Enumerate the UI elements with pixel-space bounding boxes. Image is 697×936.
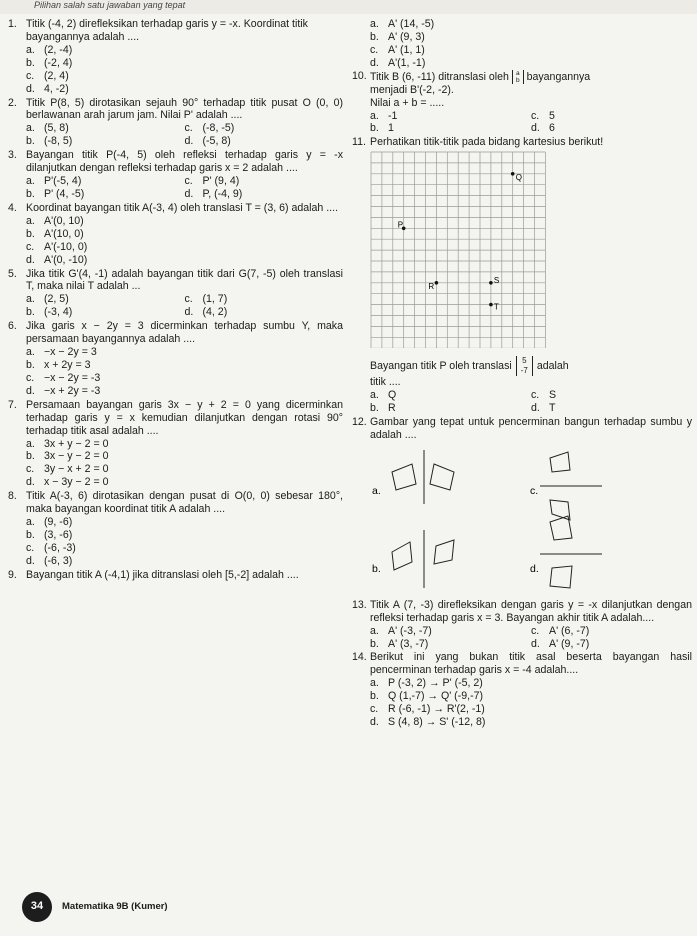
question-13 [352, 599, 692, 651]
option[interactable]: a. P (-3, 2) → P' (-5, 2) [370, 677, 483, 690]
option[interactable]: b. R [370, 402, 396, 415]
q-text-line: menjadi B'(-2, -2). [370, 83, 454, 96]
option[interactable]: d. T [531, 402, 556, 415]
q-text: Persamaan bayangan garis 3x − y + 2 = 0 yang dicerminkan terhadap garis y = x kemudian dilanjutkan dengan rotasi 90° terhadap titik asal adalah .... [26, 398, 343, 437]
option[interactable]: a. Q [370, 389, 397, 402]
q-number: 1. [8, 18, 17, 30]
point-r-label: R [428, 282, 435, 292]
option[interactable]: c. P' (9, 4) [184, 175, 240, 188]
q-number: 12. [352, 415, 367, 428]
option[interactable]: a. (2, -4) [26, 43, 73, 56]
shape-a-left [392, 464, 416, 490]
question-12 [352, 416, 692, 598]
q-text: Titik A (7, -3) direfleksikan dengan garis y = -x dilanjutkan dengan refleksi terhadap garis x = 3. Bayangan akhir titik A adalah.... [370, 598, 692, 624]
option[interactable]: d. A'(1, -1) [370, 56, 426, 69]
option[interactable]: a. 3x + y − 2 = 0 [26, 437, 109, 450]
q-text-line: Nilai a + b = ..... [370, 96, 445, 109]
question-14 [352, 651, 692, 729]
option[interactable]: b. A' (9, 3) [370, 30, 425, 43]
option[interactable]: c. (2, 4) [26, 69, 69, 82]
option[interactable]: b. P' (4, -5) [26, 187, 85, 200]
option[interactable]: c. (1, 7) [184, 293, 228, 306]
option[interactable]: a. -1 [370, 109, 398, 122]
shape-d-top [550, 516, 572, 540]
option[interactable]: d. 6 [531, 122, 555, 135]
header-fragment: Pilihan salah satu jawaban yang tepat [34, 0, 186, 10]
question-4 [8, 202, 343, 267]
question-3 [8, 149, 343, 201]
reflection-figures [352, 442, 692, 594]
q-text: Bayangan titik P(-4, 5) oleh refleksi terhadap garis y = -x dilanjutkan dengan refleksi terhadap garis x = 2 adalah .... [26, 149, 343, 175]
option[interactable]: a. −x − 2y = 3 [26, 346, 97, 359]
option[interactable]: d. P, (-4, 9) [184, 187, 243, 200]
option[interactable]: a. A'(0, 10) [26, 214, 84, 227]
option[interactable]: c. (-6, -3) [26, 541, 76, 554]
q-text: Titik P(8, 5) dirotasikan sejauh 90° terhadap titik pusat O (0, 0) berlawanan arah jarum jam. Nilai P' adalah .... [26, 96, 343, 122]
option[interactable]: a. A' (-3, -7) [370, 624, 432, 637]
q-number: 6. [8, 320, 17, 333]
q-text: Jika titik G'(4, -1) adalah bayangan titik dari G(7, -5) oleh translasi T, maka nilai T adalah ... [26, 267, 343, 293]
page-footer [22, 892, 168, 922]
q-number: 13. [352, 598, 367, 611]
option[interactable]: c. (-8, -5) [184, 122, 235, 135]
question-9-options [370, 18, 692, 70]
point-r-dot [435, 281, 439, 285]
figure-label-b: b. [372, 562, 381, 575]
option[interactable]: a. (2, 5) [26, 293, 69, 306]
left-column [8, 18, 343, 583]
q-number: 14. [352, 651, 367, 664]
question-7 [8, 399, 343, 489]
option[interactable]: d. (4, 2) [184, 306, 228, 319]
question-1 [8, 18, 343, 96]
question-10: 10. Titik B (6, -11) ditranslasi oleh a b bayangannya menjadi B'(-2, -2). Nilai a + b = ..... a. -1 c. 5 b. 1 d. 6 [352, 70, 692, 136]
option[interactable]: b. (-3, 4) [26, 306, 73, 319]
shape-c-bottom [550, 500, 570, 520]
option[interactable]: d. A' (9, -7) [531, 637, 590, 650]
option[interactable]: c. A' (6, -7) [531, 624, 590, 637]
translation-matrix: a b [512, 70, 524, 84]
question-11: 11. Perhatikan titik-titik pada bidang kartesius berikut! Q P R S T Bayangan titik P oleh translasi 5 -7 adalah titik .... a. Q c. S b. R d. T [352, 136, 692, 415]
option[interactable]: d. 4, -2) [26, 82, 69, 95]
option[interactable]: b. Q (1,-7) → Q' (-9,-7) [370, 690, 484, 703]
shape-b-right [434, 540, 454, 564]
option[interactable]: b. 3x − y − 2 = 0 [26, 450, 109, 463]
q-number: 9. [8, 568, 17, 581]
question-9 [8, 569, 343, 582]
option[interactable]: b. (3, -6) [26, 528, 73, 541]
option[interactable]: b. (-2, 4) [26, 56, 73, 69]
option[interactable]: a. (5, 8) [26, 122, 69, 135]
translation-matrix: 5 -7 [516, 356, 533, 376]
figure-label-a: a. [372, 484, 381, 497]
q-text-line: titik .... [370, 376, 401, 389]
point-t-label: T [493, 302, 499, 312]
question-8 [8, 490, 343, 568]
option[interactable]: b. A' (3, -7) [370, 637, 429, 650]
q-text: Titik A(-3, 6) dirotasikan dengan pusat di O(0, 0) sebesar 180°, maka bayangan koordinat titik A adalah .... [26, 490, 343, 516]
option[interactable]: b. A'(10, 0) [26, 227, 84, 240]
point-q-label: Q [515, 173, 522, 183]
point-q-dot [511, 172, 515, 176]
book-title: Matematika 9B (Kumer) [62, 901, 168, 913]
point-t-dot [489, 303, 493, 307]
option[interactable]: c. A' (1, 1) [370, 43, 425, 56]
q-number: 11. [352, 136, 366, 149]
q-number: 10. [352, 69, 367, 82]
q-number: 5. [8, 267, 17, 280]
question-6 [8, 320, 343, 398]
q-number: 3. [8, 149, 17, 162]
q-number: 7. [8, 398, 17, 411]
shape-a-right [430, 464, 454, 490]
option[interactable]: a. A' (14, -5) [370, 18, 435, 30]
q-text: Titik (-4, 2) direfleksikan terhadap garis y = -x. Koordinat titik bayangannya adalah .... [26, 18, 308, 43]
q-text: Bayangan titik A (-4,1) jika ditranslasi oleh [5,-2] adalah .... [26, 568, 299, 581]
option[interactable]: d. (-5, 8) [184, 135, 231, 148]
shape-b-left [392, 542, 412, 570]
q-number: 8. [8, 490, 17, 503]
top-strip [0, 0, 697, 14]
q-text: Gambar yang tepat untuk pencerminan bangun terhadap sumbu y adalah .... [370, 415, 692, 441]
grid-svg [370, 151, 546, 348]
option[interactable]: d. S (4, 8) → S' (-12, 8) [370, 716, 486, 729]
q-text: Perhatikan titik-titik pada bidang kartesius berikut! [370, 136, 604, 149]
shape-c-top [550, 452, 570, 472]
page-number: 34 [22, 892, 52, 922]
option[interactable]: c. 3y − x + 2 = 0 [26, 463, 109, 476]
option[interactable]: a. P'(-5, 4) [26, 175, 82, 188]
q-number: 2. [8, 96, 17, 109]
q-text: Jika garis x − 2y = 3 dicerminkan terhadap sumbu Y, maka persamaan bayangannya adalah .... [26, 320, 343, 346]
option[interactable]: d. (-6, 3) [26, 554, 73, 567]
point-s-label: S [493, 276, 500, 286]
option[interactable]: b. (-8, 5) [26, 135, 73, 148]
option[interactable]: d. A'(0, -10) [26, 253, 88, 266]
question-5 [8, 268, 343, 320]
figure-label-d: d. [530, 562, 539, 575]
figure-label-c: c. [530, 484, 539, 497]
option[interactable]: d. x − 3y − 2 = 0 [26, 476, 109, 489]
option[interactable]: d. −x + 2y = -3 [26, 384, 101, 397]
option[interactable]: a. (9, -6) [26, 516, 73, 529]
option[interactable]: b. 1 [370, 122, 394, 135]
option[interactable]: c. R (-6, -1) → R'(2, -1) [370, 703, 485, 716]
option[interactable]: c. −x − 2y = -3 [26, 371, 101, 384]
q-number: 4. [8, 201, 17, 214]
option[interactable]: c. 5 [531, 109, 555, 122]
option[interactable]: c. S [531, 389, 557, 402]
option[interactable]: b. x + 2y = 3 [26, 358, 91, 371]
right-column [352, 18, 692, 730]
shape-d-bottom [550, 566, 572, 588]
cartesian-grid [370, 151, 692, 352]
point-p-label: P [397, 220, 404, 230]
question-2 [8, 97, 343, 149]
option[interactable]: c. A'(-10, 0) [26, 240, 88, 253]
point-s-dot [489, 281, 493, 285]
q-text: Berikut ini yang bukan titik asal beserta bayangan hasil pencerminan terhadap garis x = -4 adalah.... [370, 651, 692, 677]
q-text: Koordinat bayangan titik A(-3, 4) oleh translasi T = (3, 6) adalah .... [26, 201, 339, 214]
